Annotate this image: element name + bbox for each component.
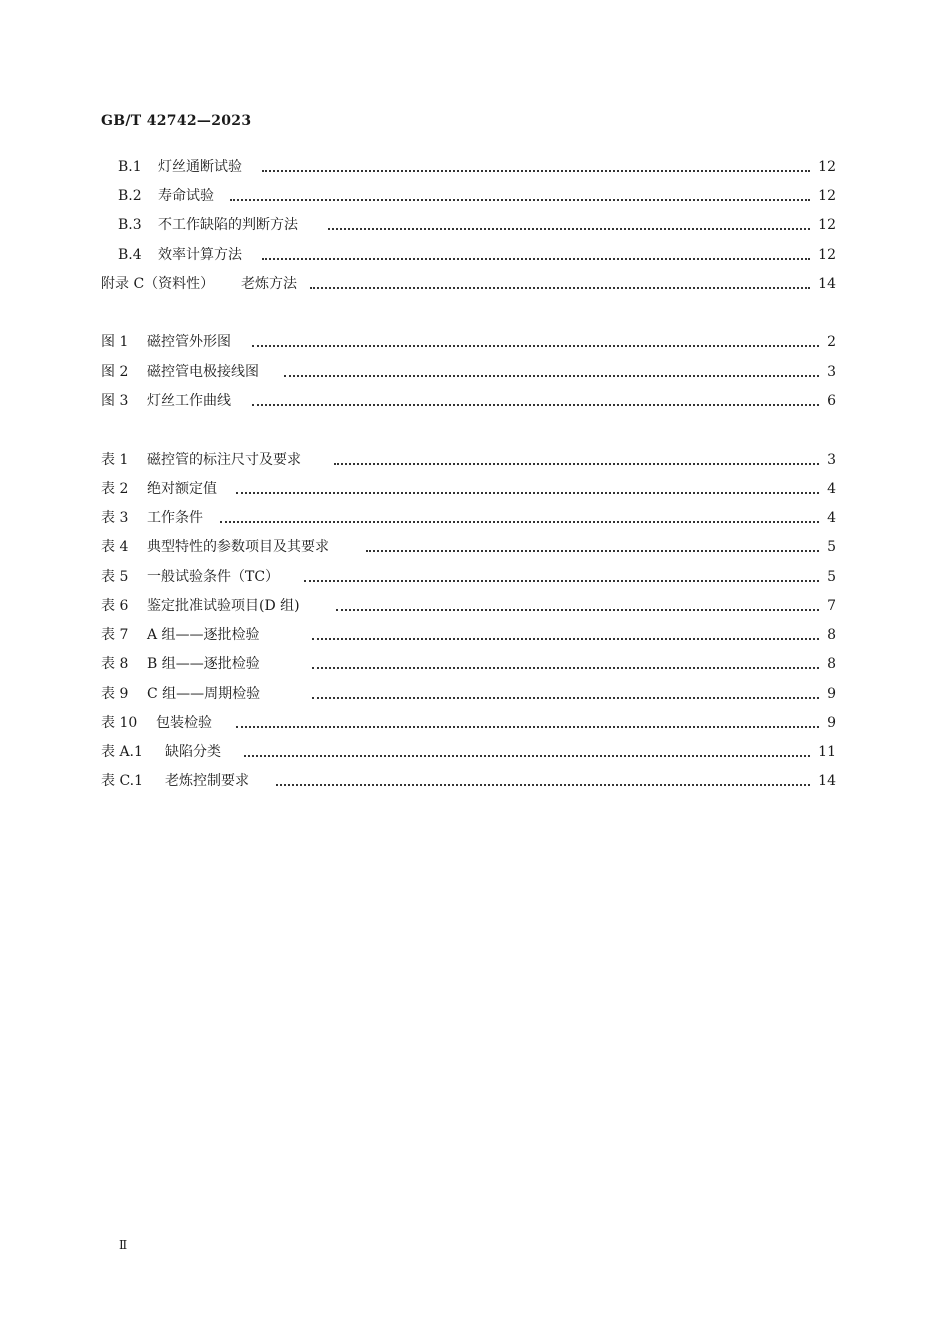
toc-entry-page: 12 bbox=[818, 247, 836, 263]
toc-entry-title: 典型特性的参数项目及其要求 bbox=[147, 539, 329, 555]
toc-entry-page: 3 bbox=[827, 452, 836, 468]
toc-entry-number: B.4 bbox=[118, 247, 142, 263]
toc-entry-page: 9 bbox=[827, 715, 836, 731]
toc-entry-number: 表 A.1 bbox=[101, 744, 143, 760]
toc-entry-number: 表 1 bbox=[101, 452, 129, 468]
toc-entry[interactable] bbox=[0, 566, 950, 588]
toc-entry[interactable] bbox=[0, 331, 950, 353]
toc-entry-number: 表 C.1 bbox=[101, 773, 144, 789]
toc-entry[interactable] bbox=[0, 361, 950, 383]
toc-entry-title: 磁控管的标注尺寸及要求 bbox=[147, 452, 301, 468]
toc-entry[interactable] bbox=[0, 507, 950, 529]
dot-leader bbox=[252, 345, 819, 347]
dot-leader bbox=[310, 287, 810, 289]
toc-entry[interactable] bbox=[0, 449, 950, 471]
toc-entry[interactable] bbox=[0, 653, 950, 675]
toc-entry-number: 表 10 bbox=[101, 715, 138, 731]
toc-entry[interactable] bbox=[0, 595, 950, 617]
toc-entry[interactable] bbox=[0, 536, 950, 558]
toc-entry-title: 老炼方法 bbox=[241, 276, 297, 292]
toc-entry-title: 不工作缺陷的判断方法 bbox=[158, 217, 298, 233]
toc-entry-number: 表 8 bbox=[101, 656, 129, 672]
toc-entry-title: 绝对额定值 bbox=[147, 481, 217, 497]
toc-entry-title: 灯丝工作曲线 bbox=[147, 393, 231, 409]
dot-leader bbox=[236, 492, 819, 494]
toc-entry-title: 磁控管外形图 bbox=[147, 334, 231, 350]
dot-leader bbox=[336, 609, 819, 611]
dot-leader bbox=[284, 375, 819, 377]
dot-leader bbox=[220, 521, 819, 523]
toc-entry-title: 鉴定批准试验项目(D 组) bbox=[147, 598, 300, 614]
toc-entry-page: 12 bbox=[818, 159, 836, 175]
toc-entry-number: 表 2 bbox=[101, 481, 129, 497]
document-code-header: GB/T 42742—2023 bbox=[101, 113, 252, 129]
toc-entry-number: 图 1 bbox=[101, 334, 129, 350]
dot-leader bbox=[334, 463, 819, 465]
toc-entry[interactable] bbox=[0, 185, 950, 207]
dot-leader bbox=[236, 726, 819, 728]
toc-entry-page: 14 bbox=[818, 276, 836, 292]
toc-entry-title: 一般试验条件（TC） bbox=[147, 569, 280, 585]
toc-entry-title: B 组——逐批检验 bbox=[147, 656, 260, 672]
toc-entry-number: 表 7 bbox=[101, 627, 129, 643]
toc-entry-page: 4 bbox=[827, 510, 836, 526]
toc-entry-page: 14 bbox=[818, 773, 836, 789]
toc-entry-title: 包装检验 bbox=[156, 715, 212, 731]
dot-leader bbox=[252, 404, 819, 406]
dot-leader bbox=[312, 638, 819, 640]
toc-entry[interactable] bbox=[0, 214, 950, 236]
toc-entry-page: 9 bbox=[827, 686, 836, 702]
toc-entry[interactable] bbox=[0, 624, 950, 646]
toc-entry-page: 12 bbox=[818, 188, 836, 204]
toc-entry-number: B.1 bbox=[118, 159, 142, 175]
toc-entry-number: 图 2 bbox=[101, 364, 129, 380]
toc-entry[interactable] bbox=[0, 683, 950, 705]
toc-entry-title: 灯丝通断试验 bbox=[158, 159, 242, 175]
toc-entry-page: 11 bbox=[818, 744, 836, 760]
toc-entry-title: 工作条件 bbox=[147, 510, 203, 526]
toc-entry-number: 表 5 bbox=[101, 569, 129, 585]
toc-entry-page: 12 bbox=[818, 217, 836, 233]
dot-leader bbox=[244, 755, 810, 757]
toc-entry-page: 5 bbox=[827, 569, 836, 585]
toc-entry[interactable] bbox=[0, 156, 950, 178]
dot-leader bbox=[312, 667, 819, 669]
dot-leader bbox=[262, 170, 810, 172]
toc-entry-title: 磁控管电极接线图 bbox=[147, 364, 259, 380]
toc-entry-title: 效率计算方法 bbox=[158, 247, 242, 263]
toc-entry-page: 3 bbox=[827, 364, 836, 380]
dot-leader bbox=[230, 199, 810, 201]
toc-entry-title: 老炼控制要求 bbox=[165, 773, 249, 789]
toc-entry-number: 表 3 bbox=[101, 510, 129, 526]
dot-leader bbox=[366, 550, 819, 552]
toc-entry[interactable] bbox=[0, 712, 950, 734]
toc-entry[interactable] bbox=[0, 244, 950, 266]
toc-entry-page: 5 bbox=[827, 539, 836, 555]
toc-entry[interactable] bbox=[0, 390, 950, 412]
toc-entry[interactable] bbox=[0, 741, 950, 763]
toc-entry-number: B.3 bbox=[118, 217, 142, 233]
toc-entry-page: 8 bbox=[827, 656, 836, 672]
toc-entry-number: B.2 bbox=[118, 188, 142, 204]
toc-entry-title: A 组——逐批检验 bbox=[147, 627, 260, 643]
toc-entry[interactable] bbox=[0, 273, 950, 295]
toc-entry-number: 表 6 bbox=[101, 598, 129, 614]
dot-leader bbox=[312, 697, 819, 699]
toc-entry-number: 表 4 bbox=[101, 539, 129, 555]
toc-entry-number: 附录 C（资料性） bbox=[101, 276, 215, 292]
toc-entry-title: 寿命试验 bbox=[158, 188, 214, 204]
toc-entry-page: 8 bbox=[827, 627, 836, 643]
dot-leader bbox=[262, 258, 810, 260]
toc-entry-number: 图 3 bbox=[101, 393, 129, 409]
dot-leader bbox=[276, 784, 810, 786]
toc-entry-number: 表 9 bbox=[101, 686, 129, 702]
toc-entry-title: 缺陷分类 bbox=[165, 744, 221, 760]
page-number-footer: Ⅱ bbox=[119, 1238, 128, 1252]
dot-leader bbox=[328, 228, 810, 230]
toc-entry[interactable] bbox=[0, 770, 950, 792]
toc-entry-page: 7 bbox=[827, 598, 836, 614]
dot-leader bbox=[304, 580, 819, 582]
toc-entry-title: C 组——周期检验 bbox=[147, 686, 261, 702]
toc-entry-page: 6 bbox=[827, 393, 836, 409]
toc-entry-page: 2 bbox=[827, 334, 836, 350]
toc-entry-page: 4 bbox=[827, 481, 836, 497]
toc-entry[interactable] bbox=[0, 478, 950, 500]
